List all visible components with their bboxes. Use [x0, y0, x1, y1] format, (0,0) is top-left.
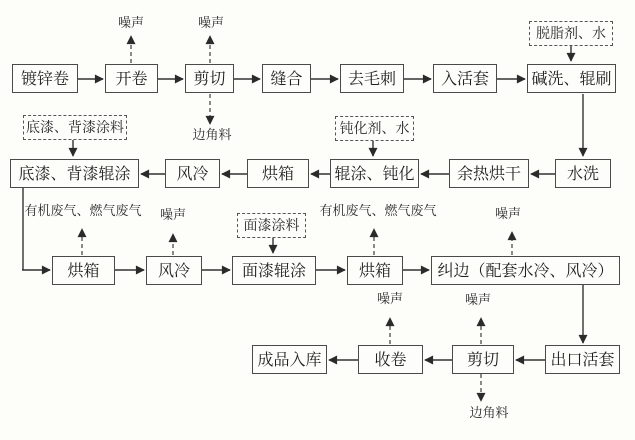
emission-waste-gas-oven-primer: 有机废气、燃气废气 — [24, 204, 142, 219]
emission-noise-shear-exit: 噪声 — [464, 293, 492, 308]
step-water-wash: 水洗 — [555, 159, 611, 188]
step-galvanized-coil: 镀锌卷 — [12, 64, 78, 93]
step-stitch: 缝合 — [262, 64, 311, 93]
step-deburr: 去毛刺 — [340, 64, 404, 93]
step-edge-correction: 纠边（配套水冷、风冷） — [431, 256, 620, 285]
step-exit-looper: 出口活套 — [545, 345, 620, 374]
step-alkali-wash-roller-brush: 碱洗、辊刷 — [527, 64, 616, 93]
step-shear-entry: 剪切 — [185, 64, 234, 93]
step-residual-heat-dry: 余热烘干 — [449, 159, 529, 188]
step-air-cool-primer: 风冷 — [146, 256, 202, 285]
input-primer-backcoat-paint: 底漆、背漆涂料 — [23, 115, 127, 140]
emission-scrap-shear-entry: 边角料 — [192, 128, 232, 143]
step-oven-topcoat: 烘箱 — [347, 256, 403, 285]
input-topcoat-paint: 面漆涂料 — [237, 213, 306, 238]
step-roll-coat-passivation: 辊涂、钝化 — [330, 159, 419, 188]
emission-noise-uncoil: 噪声 — [117, 16, 145, 31]
emission-noise-edge-correction: 噪声 — [494, 207, 522, 222]
emission-waste-gas-oven-topcoat: 有机废气、燃气废气 — [319, 204, 437, 219]
step-oven-passivation: 烘箱 — [247, 159, 309, 188]
step-topcoat-roll-coat: 面漆辊涂 — [232, 256, 316, 285]
emission-noise-air-cool: 噪声 — [159, 208, 187, 223]
step-uncoil: 开卷 — [105, 64, 158, 93]
step-air-cool-passivation: 风冷 — [165, 159, 220, 188]
emission-noise-shear-entry: 噪声 — [197, 16, 225, 31]
step-primer-backcoat-roll-coat: 底漆、背漆辊涂 — [10, 159, 139, 188]
step-finished-goods-storage: 成品入库 — [252, 345, 327, 374]
step-oven-primer: 烘箱 — [52, 256, 115, 285]
input-passivator-water: 钝化剂、水 — [335, 116, 414, 141]
step-entry-looper: 入活套 — [433, 64, 497, 93]
input-degreaser-water: 脱脂剂、水 — [529, 21, 613, 46]
step-shear-exit: 剪切 — [452, 345, 514, 374]
emission-scrap-shear-exit: 边角料 — [469, 406, 509, 421]
step-recoil: 收卷 — [358, 345, 423, 374]
emission-noise-recoil: 噪声 — [376, 292, 404, 307]
